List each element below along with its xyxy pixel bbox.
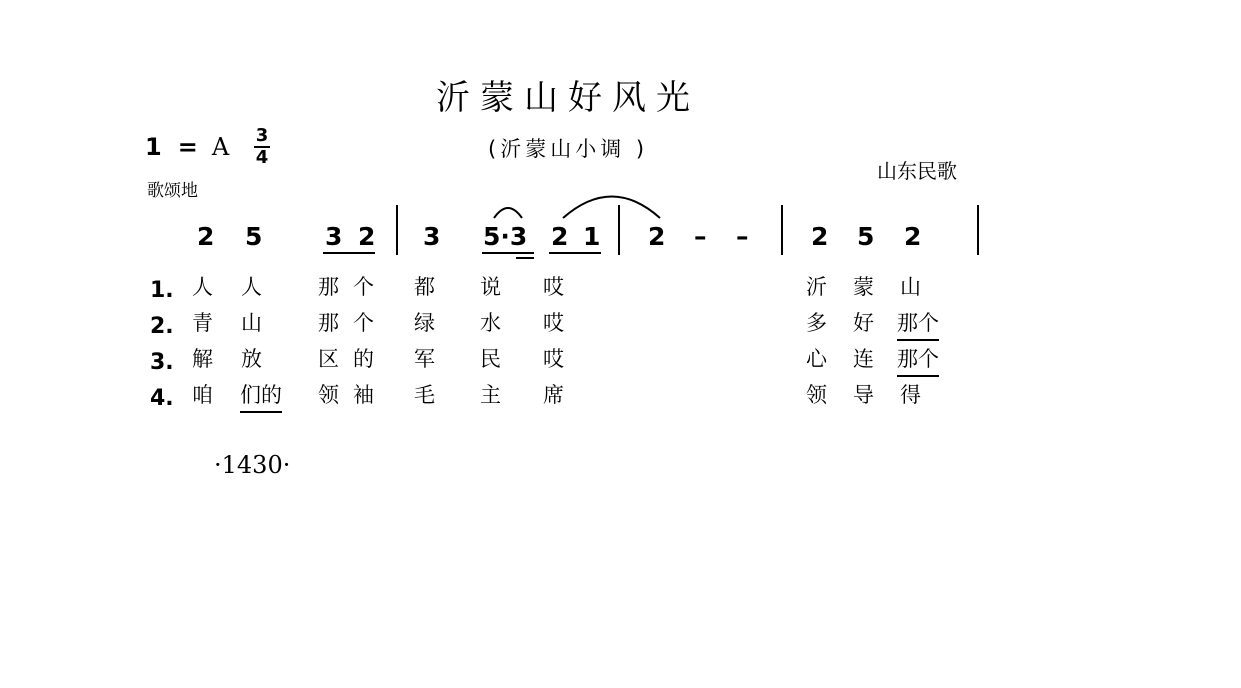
lyric-word: 绿: [414, 311, 435, 335]
lyric-word: 都: [414, 275, 435, 299]
lyric-word: 那: [318, 311, 339, 335]
lyric-word: 那: [318, 275, 339, 299]
slur-long: [563, 197, 660, 219]
lyric-word: 那个: [897, 343, 939, 377]
lyric-word: 袖: [353, 383, 374, 407]
lyric-word: 席: [543, 383, 564, 407]
note: 3: [423, 222, 441, 251]
note: 2: [551, 222, 569, 251]
lyric-word: 导: [853, 383, 874, 407]
song-origin: 山东民歌: [877, 159, 957, 183]
lyric-word: 沂: [806, 275, 827, 299]
lyric-word: 那个: [897, 307, 939, 341]
time-signature-top: 3: [255, 125, 269, 146]
lyric-word: 心: [806, 347, 827, 371]
lyric-word: 个: [353, 275, 374, 299]
note: 2: [358, 222, 376, 251]
lyric-word: 得: [900, 383, 921, 407]
lyric-word: 好: [853, 311, 874, 335]
lyric-word: 军: [414, 347, 435, 371]
verse-number: 1.: [150, 278, 174, 303]
song-title: 沂蒙山好风光: [436, 78, 700, 118]
lyric-word: 蒙: [853, 275, 874, 299]
lyric-word: 毛: [414, 383, 435, 407]
lyric-word: 们的: [240, 379, 282, 413]
slur-marks: [0, 0, 1241, 260]
lyric-word: 主: [480, 383, 501, 407]
note: –: [736, 222, 749, 251]
lyric-word: 哎: [543, 311, 564, 335]
lyric-word: 人: [241, 275, 262, 299]
lyric-word: 山: [900, 275, 921, 299]
lyric-word: 领: [806, 383, 827, 407]
note: 2: [811, 222, 829, 251]
lyric-word: 人: [192, 275, 213, 299]
lyric-word: 咱: [192, 383, 213, 407]
tempo-marking: 歌颂地: [147, 181, 198, 201]
lyric-word: 说: [480, 275, 501, 299]
slur-short: [494, 208, 522, 218]
lyric-word: 区: [318, 347, 339, 371]
lyric-word: 山: [241, 311, 262, 335]
note: 5: [245, 222, 263, 251]
note: 5: [857, 222, 875, 251]
lyric-word: 放: [241, 347, 262, 371]
lyric-word: 个: [353, 311, 374, 335]
lyric-word: 领: [318, 383, 339, 407]
lyric-word: 哎: [543, 347, 564, 371]
lyric-word: 民: [480, 347, 501, 371]
verse-number: 2.: [150, 314, 174, 339]
lyric-word: 哎: [543, 275, 564, 299]
lyric-word: 青: [192, 311, 213, 335]
page-number: ·1430·: [214, 451, 291, 479]
note: 2: [197, 222, 215, 251]
note: 2: [648, 222, 666, 251]
note: 5·3: [483, 222, 528, 251]
note: 2: [904, 222, 922, 251]
verse-number: 3.: [150, 350, 174, 375]
song-subtitle: (沂蒙山小调 ): [488, 137, 649, 161]
lyric-word: 连: [853, 347, 874, 371]
verse-number: 4.: [150, 386, 174, 411]
note: 3: [325, 222, 343, 251]
key-equals: =: [177, 133, 198, 161]
lyric-word: 的: [353, 347, 374, 371]
time-signature-bottom: 4: [255, 147, 269, 168]
note: –: [694, 222, 707, 251]
key-letter: A: [211, 133, 230, 161]
note: 1: [583, 222, 601, 251]
lyric-word: 水: [480, 311, 501, 335]
key-degree: 1: [145, 133, 162, 161]
lyric-word: 解: [192, 347, 213, 371]
lyric-word: 多: [806, 311, 827, 335]
